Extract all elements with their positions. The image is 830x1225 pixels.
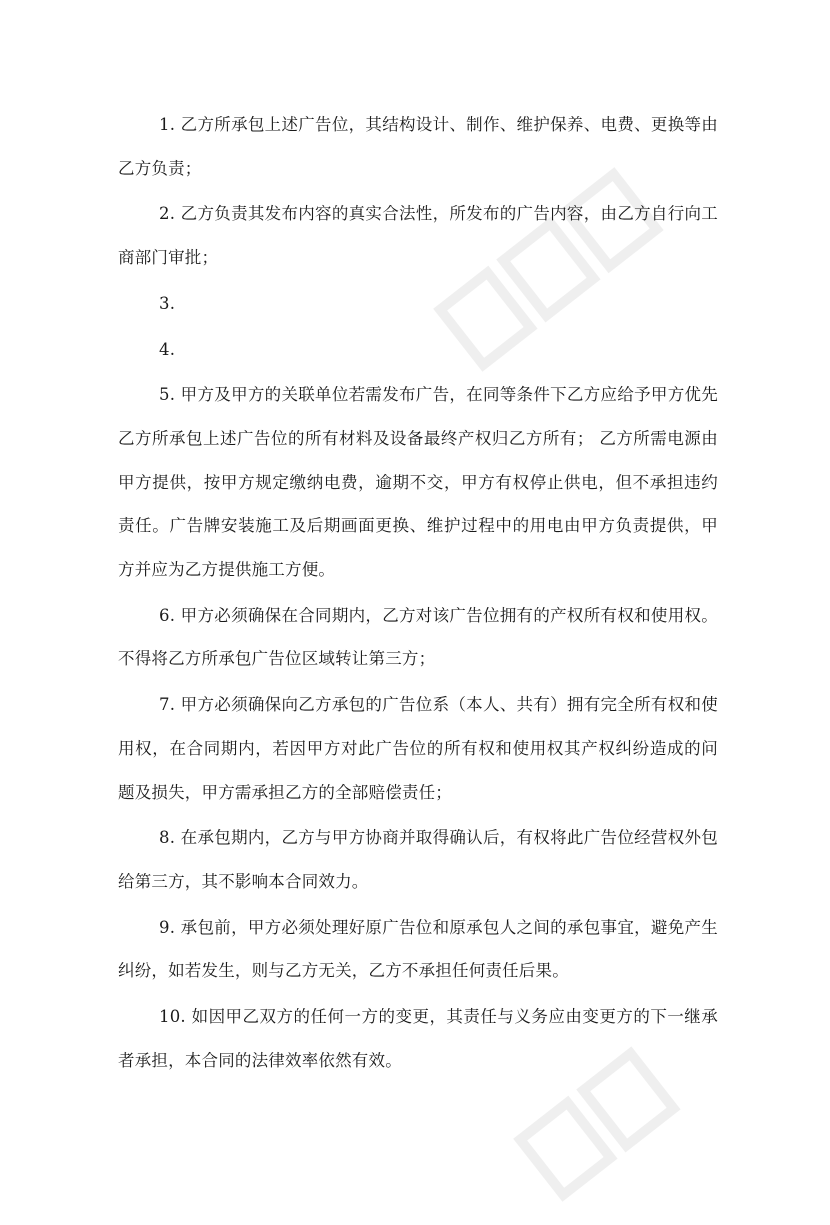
clause-6: 6. 甲方必须确保在合同期内，乙方对该广告位拥有的产权所有权和使用权。不得将乙方所承包广告位区域转让第三方；	[118, 605, 718, 669]
clause-7: 7. 甲方必须确保向乙方承包的广告位系（本人、共有）拥有完全所有权和使用权，在合同期内，若因甲方对此广告位的所有权和使用权其产权纠纷造成的问题及损失，甲方需承担乙方的全部赔偿责任；	[118, 695, 718, 802]
clause-4: 4.	[159, 339, 176, 359]
clause-10: 10. 如因甲乙双方的任何一方的变更，其责任与义务应由变更方的下一继承者承担，本合同的法律效率依然有效。	[118, 1007, 718, 1070]
clause-5: 5. 甲方及甲方的关联单位若需发布广告，在同等条件下乙方应给予甲方优先乙方所承包上述广告位的所有材料及设备最终产权归乙方所有； 乙方所需电源由甲方提供，按甲方规定缴纳电费，逾期不交，甲方有权停止供电，但不承担违约责任。广告牌安装施工及后期画面更换、维护过程中的用电由甲方负责提供，甲方并应为乙方提供施工方便。	[118, 385, 718, 580]
clause-1: 1. 乙方所承包上述广告位，其结构设计、制作、维护保养、电费、更换等由乙方负责；	[118, 115, 718, 178]
document-body	[118, 103, 718, 1084]
clause-9: 9. 承包前，甲方必须处理好原广告位和原承包人之间的承包事宜，避免产生纠纷，如若发生，则与乙方无关，乙方不承担任何责任后果。	[118, 917, 718, 981]
clause-3: 3.	[159, 293, 176, 313]
clause-8: 8. 在承包期内，乙方与甲方协商并取得确认后，有权将此广告位经营权外包给第三方，其不影响本合同效力。	[118, 828, 718, 891]
clause-2: 2. 乙方负责其发布内容的真实合法性，所发布的广告内容，由乙方自行向工商部门审批；	[118, 204, 718, 268]
